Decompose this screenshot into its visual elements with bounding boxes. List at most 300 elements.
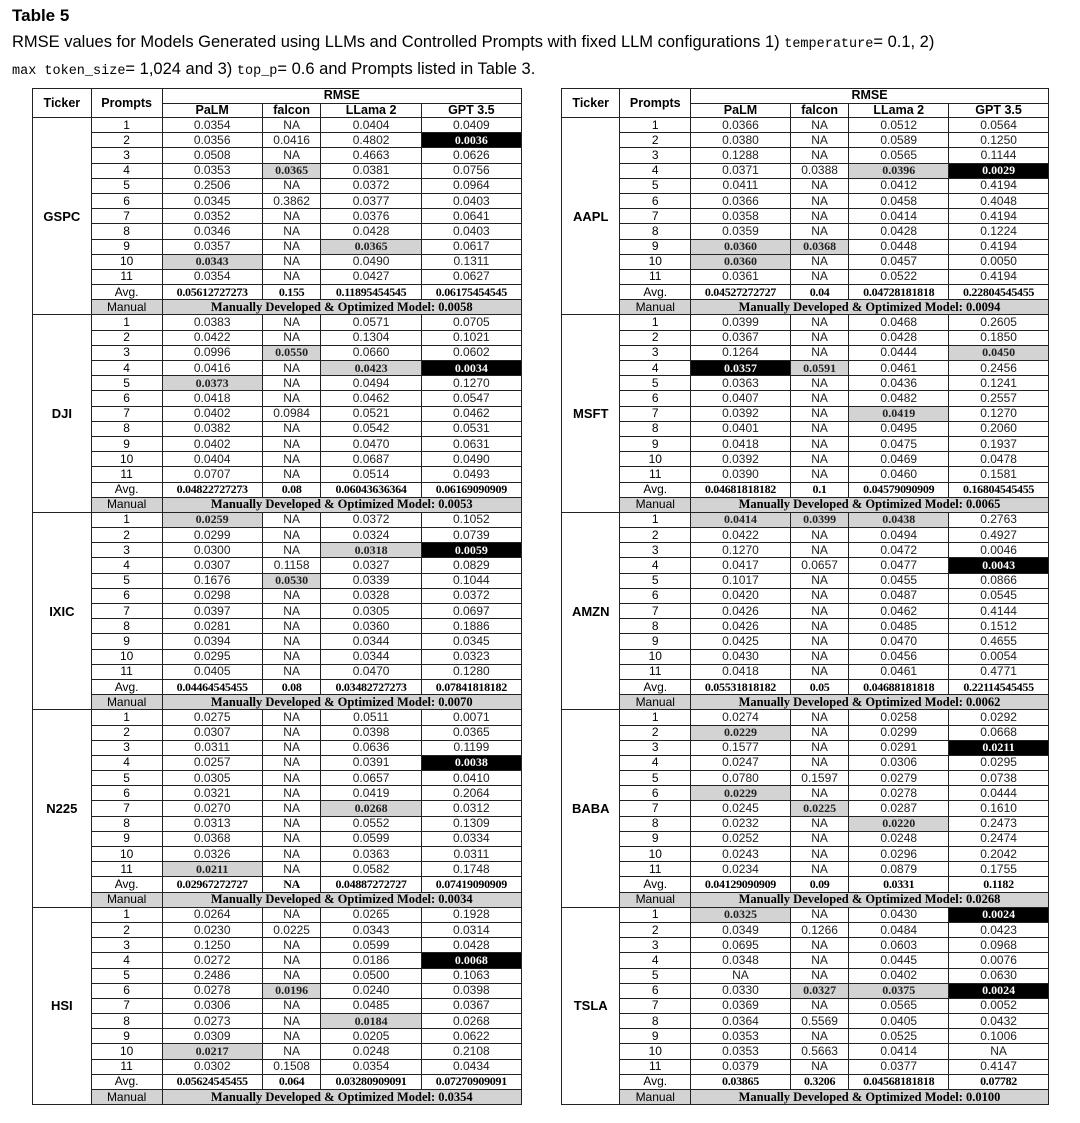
rmse-cell: 0.3862 xyxy=(262,193,321,208)
rmse-cell: NA xyxy=(262,998,321,1013)
rmse-cell: 0.4802 xyxy=(321,133,421,148)
table-row xyxy=(33,771,522,786)
table-row xyxy=(33,649,522,664)
rmse-cell: 0.0626 xyxy=(421,148,521,163)
rmse-cell: 0.1577 xyxy=(691,740,791,755)
rmse-cell: 0.0697 xyxy=(421,604,521,619)
avg-cell: 0.04822727273 xyxy=(162,482,262,497)
rmse-table-right xyxy=(561,88,1049,1105)
rmse-cell: 0.0687 xyxy=(321,452,421,467)
prompt-number-cell: 4 xyxy=(620,755,691,770)
header-prompts: Prompts xyxy=(620,89,691,118)
table-row xyxy=(33,983,522,998)
rmse-cell: 0.1158 xyxy=(262,558,321,573)
rmse-cell: 0.0484 xyxy=(849,922,949,937)
rmse-cell: 0.5663 xyxy=(790,1044,848,1059)
rmse-cell: 0.0428 xyxy=(849,330,949,345)
rmse-cell: 0.1224 xyxy=(949,224,1049,239)
prompt-number-cell: 9 xyxy=(91,239,162,254)
rmse-cell: 0.0334 xyxy=(421,831,521,846)
avg-cell: 0.06043636364 xyxy=(321,482,421,497)
prompt-number-cell: 7 xyxy=(620,998,691,1013)
rmse-cell: 0.0360 xyxy=(321,619,421,634)
rmse-cell: 0.2060 xyxy=(949,421,1049,436)
avg-label: Avg. xyxy=(91,1074,162,1089)
rmse-cell: 0.0547 xyxy=(421,391,521,406)
rmse-cell: 0.0477 xyxy=(849,558,949,573)
prompt-number-cell: 6 xyxy=(91,786,162,801)
rmse-cell: 0.0879 xyxy=(849,862,949,877)
rmse-cell: NA xyxy=(790,193,848,208)
rmse-cell: NA xyxy=(262,634,321,649)
best-model-cell: 0.0396 xyxy=(849,163,949,178)
table-row xyxy=(33,604,522,619)
rmse-cell: 0.0381 xyxy=(321,163,421,178)
manual-value: 0.0053 xyxy=(438,497,473,512)
rmse-cell: 0.1021 xyxy=(421,330,521,345)
avg-cell: 0.22114545455 xyxy=(949,679,1049,694)
prompt-number-cell: 9 xyxy=(620,239,691,254)
rmse-cell: 0.0327 xyxy=(321,558,421,573)
rmse-cell: 0.0268 xyxy=(421,1014,521,1029)
prompt-number-cell: 10 xyxy=(620,649,691,664)
avg-row xyxy=(562,1074,1049,1089)
rmse-cell: 0.0436 xyxy=(849,376,949,391)
rmse-cell: NA xyxy=(790,862,848,877)
manual-prefix: Manually Developed & Optimized Model: xyxy=(738,497,967,512)
prompt-number-cell: 7 xyxy=(91,406,162,421)
table-row xyxy=(562,239,1049,254)
rmse-cell: 0.0414 xyxy=(849,1044,949,1059)
prompt-number-cell: 10 xyxy=(91,649,162,664)
rmse-cell: 0.0356 xyxy=(162,133,262,148)
rmse-cell: 0.0367 xyxy=(421,998,521,1013)
rmse-cell: 0.1581 xyxy=(949,467,1049,482)
prompt-number-cell: 5 xyxy=(91,376,162,391)
rmse-cell: 0.0366 xyxy=(691,193,791,208)
prompt-number-cell: 4 xyxy=(620,953,691,968)
rmse-cell: NA xyxy=(790,269,848,284)
rmse-cell: 0.0462 xyxy=(421,406,521,421)
rmse-cell: 0.0372 xyxy=(321,178,421,193)
table-row xyxy=(562,543,1049,558)
table-row xyxy=(562,254,1049,269)
rmse-cell: 0.0432 xyxy=(949,1014,1049,1029)
rmse-cell: 0.0494 xyxy=(849,528,949,543)
rmse-cell: 0.2557 xyxy=(949,391,1049,406)
rmse-cell: 0.0234 xyxy=(691,862,791,877)
rmse-cell: NA xyxy=(262,269,321,284)
rmse-cell: 0.0603 xyxy=(849,938,949,953)
rmse-cell: 0.0426 xyxy=(691,619,791,634)
manual-value: 0.0070 xyxy=(438,694,473,709)
prompt-number-cell: 3 xyxy=(620,938,691,953)
manual-row xyxy=(562,695,1049,710)
avg-cell: 0.06169090909 xyxy=(421,482,521,497)
best-model-cell: 0.0325 xyxy=(691,907,791,922)
avg-label: Avg. xyxy=(91,285,162,300)
rmse-cell: 0.0348 xyxy=(691,953,791,968)
prompt-number-cell: 8 xyxy=(620,619,691,634)
table-row xyxy=(33,148,522,163)
rmse-cell: NA xyxy=(262,361,321,376)
rmse-cell: 0.0525 xyxy=(849,1029,949,1044)
rmse-cell: NA xyxy=(790,1059,848,1074)
rmse-cell: NA xyxy=(790,406,848,421)
table-row xyxy=(562,907,1049,922)
rmse-cell: 0.0354 xyxy=(162,118,262,133)
table-row xyxy=(562,1044,1049,1059)
rmse-cell: NA xyxy=(790,209,848,224)
table-row xyxy=(33,847,522,862)
rmse-cell: NA xyxy=(790,224,848,239)
table-row xyxy=(33,406,522,421)
best-model-cell: 0.0225 xyxy=(790,801,848,816)
avg-cell: 0.03280909091 xyxy=(321,1074,421,1089)
rmse-cell: 0.0756 xyxy=(421,163,521,178)
rmse-cell: 0.0707 xyxy=(162,467,262,482)
rmse-cell: 0.4655 xyxy=(949,634,1049,649)
prompt-number-cell: 2 xyxy=(620,330,691,345)
rmse-cell: 0.0302 xyxy=(162,1059,262,1074)
table-row xyxy=(562,467,1049,482)
prompt-number-cell: 10 xyxy=(91,847,162,862)
table-row xyxy=(33,588,522,603)
table-row xyxy=(33,528,522,543)
rmse-cell: NA xyxy=(262,862,321,877)
best-model-cell: 0.0217 xyxy=(162,1044,262,1059)
rmse-cell: 0.0314 xyxy=(421,922,521,937)
table-row xyxy=(33,178,522,193)
rmse-cell: 0.0205 xyxy=(321,1029,421,1044)
rmse-cell: 0.0300 xyxy=(162,543,262,558)
avg-cell: 0.04129090909 xyxy=(691,877,791,892)
rmse-cell: 0.0964 xyxy=(421,178,521,193)
prompt-number-cell: 6 xyxy=(620,193,691,208)
avg-row xyxy=(33,679,522,694)
rmse-cell: 0.0346 xyxy=(162,224,262,239)
rmse-cell: NA xyxy=(262,467,321,482)
ticker-cell: HSI xyxy=(33,907,92,1104)
prompt-number-cell: 4 xyxy=(620,361,691,376)
prompt-number-cell: 7 xyxy=(91,801,162,816)
rmse-cell: 0.0230 xyxy=(162,922,262,937)
manual-label: Manual xyxy=(620,892,691,907)
header-rmse: RMSE xyxy=(691,89,1049,104)
header-row xyxy=(562,89,1049,104)
rmse-cell: 0.0257 xyxy=(162,755,262,770)
header-model: LLama 2 xyxy=(849,103,949,118)
prompt-number-cell: 6 xyxy=(91,588,162,603)
table-row xyxy=(33,315,522,330)
ticker-cell: N225 xyxy=(33,710,92,907)
rmse-cell: NA xyxy=(262,528,321,543)
rmse-cell: 0.1144 xyxy=(949,148,1049,163)
rmse-cell: 0.0352 xyxy=(162,209,262,224)
rmse-cell: 0.0420 xyxy=(691,588,791,603)
rmse-cell: NA xyxy=(790,421,848,436)
rmse-cell: 0.1512 xyxy=(949,619,1049,634)
rmse-cell: 0.0780 xyxy=(691,771,791,786)
rmse-cell: NA xyxy=(262,725,321,740)
manual-value: 0.0065 xyxy=(966,497,1001,512)
manual-value: 0.0268 xyxy=(966,892,1001,907)
manual-label: Manual xyxy=(620,695,691,710)
rmse-cell: 0.0565 xyxy=(849,998,949,1013)
rmse-cell: 0.0372 xyxy=(421,588,521,603)
best-model-cell: 0.0423 xyxy=(321,361,421,376)
rmse-cell: NA xyxy=(262,938,321,953)
rmse-cell: 0.0461 xyxy=(849,361,949,376)
prompt-number-cell: 1 xyxy=(620,118,691,133)
avg-cell: 0.04728181818 xyxy=(849,285,949,300)
prompt-number-cell: 3 xyxy=(620,740,691,755)
rmse-cell: NA xyxy=(790,649,848,664)
rmse-cell: 0.0599 xyxy=(321,831,421,846)
rmse-cell: 0.0248 xyxy=(849,831,949,846)
rmse-cell: 0.4771 xyxy=(949,664,1049,679)
prompt-number-cell: 8 xyxy=(91,619,162,634)
table-row xyxy=(562,376,1049,391)
rmse-cell: NA xyxy=(262,148,321,163)
rmse-cell: 0.0409 xyxy=(421,118,521,133)
avg-row xyxy=(33,1074,522,1089)
prompt-number-cell: 2 xyxy=(620,133,691,148)
best-model-cell: 0.0360 xyxy=(691,239,791,254)
best-model-cell: 0.0360 xyxy=(691,254,791,269)
rmse-cell: 0.0245 xyxy=(691,801,791,816)
rmse-cell: 0.0354 xyxy=(162,269,262,284)
table-row xyxy=(562,664,1049,679)
prompt-number-cell: 5 xyxy=(620,178,691,193)
best-overall-cell: 0.0036 xyxy=(421,133,521,148)
table-row xyxy=(562,330,1049,345)
rmse-cell: 0.0252 xyxy=(691,831,791,846)
table-row xyxy=(562,604,1049,619)
rmse-cell: 0.2064 xyxy=(421,786,521,801)
rmse-cell: 0.1052 xyxy=(421,512,521,527)
table-row xyxy=(562,315,1049,330)
rmse-cell: 0.0582 xyxy=(321,862,421,877)
rmse-cell: NA xyxy=(262,710,321,725)
rmse-cell: NA xyxy=(790,178,848,193)
rmse-cell: NA xyxy=(262,209,321,224)
rmse-cell: 0.0422 xyxy=(162,330,262,345)
prompt-number-cell: 7 xyxy=(91,209,162,224)
avg-cell: 0.1182 xyxy=(949,877,1049,892)
table-row xyxy=(562,786,1049,801)
prompt-number-cell: 11 xyxy=(620,1059,691,1074)
table-row xyxy=(562,983,1049,998)
rmse-cell: 0.0599 xyxy=(321,938,421,953)
best-model-cell: 0.0365 xyxy=(262,163,321,178)
prompt-number-cell: 10 xyxy=(620,847,691,862)
table-row xyxy=(33,862,522,877)
rmse-cell: 0.2506 xyxy=(162,178,262,193)
manual-row xyxy=(562,497,1049,512)
prompt-number-cell: 2 xyxy=(620,725,691,740)
rmse-cell: 0.2474 xyxy=(949,831,1049,846)
rmse-cell: 0.0411 xyxy=(691,178,791,193)
prompt-number-cell: 11 xyxy=(620,664,691,679)
prompt-number-cell: 7 xyxy=(620,406,691,421)
rmse-cell: 0.0469 xyxy=(849,452,949,467)
prompt-number-cell: 2 xyxy=(91,922,162,937)
prompt-number-cell: 4 xyxy=(91,755,162,770)
avg-row xyxy=(562,285,1049,300)
rmse-cell: 0.0243 xyxy=(691,847,791,862)
rmse-cell: 0.0617 xyxy=(421,239,521,254)
table-row xyxy=(33,1044,522,1059)
best-model-cell: 0.0419 xyxy=(849,406,949,421)
table-row xyxy=(33,816,522,831)
prompt-number-cell: 11 xyxy=(91,664,162,679)
rmse-cell: 0.0455 xyxy=(849,573,949,588)
prompt-number-cell: 6 xyxy=(620,786,691,801)
avg-cell: 0.04464545455 xyxy=(162,679,262,694)
rmse-cell: 0.0403 xyxy=(421,193,521,208)
rmse-cell: 0.1311 xyxy=(421,254,521,269)
rmse-cell: 0.0270 xyxy=(162,801,262,816)
avg-label: Avg. xyxy=(620,285,691,300)
table-row xyxy=(33,376,522,391)
prompt-number-cell: 11 xyxy=(91,1059,162,1074)
table-row xyxy=(33,209,522,224)
rmse-cell: NA xyxy=(262,1044,321,1059)
table-row xyxy=(33,922,522,937)
table-row xyxy=(562,725,1049,740)
best-model-cell: 0.0229 xyxy=(691,786,791,801)
best-overall-cell: 0.0034 xyxy=(421,361,521,376)
rmse-cell: 0.0456 xyxy=(849,649,949,664)
rmse-cell: 0.1309 xyxy=(421,816,521,831)
table-row xyxy=(33,558,522,573)
table-row xyxy=(33,664,522,679)
avg-label: Avg. xyxy=(91,679,162,694)
rmse-cell: NA xyxy=(790,634,848,649)
manual-prefix: Manually Developed & Optimized Model: xyxy=(210,1089,439,1104)
rmse-cell: 0.0495 xyxy=(849,421,949,436)
prompt-number-cell: 10 xyxy=(620,452,691,467)
table-row xyxy=(33,467,522,482)
prompt-number-cell: 7 xyxy=(620,209,691,224)
table-row xyxy=(562,968,1049,983)
table-row xyxy=(562,1059,1049,1074)
rmse-cell: 0.0391 xyxy=(321,755,421,770)
manual-row xyxy=(33,1090,522,1105)
rmse-cell: 0.0225 xyxy=(262,922,321,937)
rmse-cell: 0.0353 xyxy=(162,163,262,178)
header-ticker: Ticker xyxy=(562,89,620,118)
rmse-cell: 0.0299 xyxy=(162,528,262,543)
best-overall-cell: 0.0211 xyxy=(949,740,1049,755)
manual-label: Manual xyxy=(620,300,691,315)
table-caption xyxy=(12,30,1072,84)
rmse-cell: NA xyxy=(262,543,321,558)
rmse-cell: 0.0462 xyxy=(321,391,421,406)
rmse-cell: 0.1270 xyxy=(691,543,791,558)
rmse-cell: NA xyxy=(262,436,321,451)
avg-cell: 0.05531818182 xyxy=(691,679,791,694)
rmse-cell: 0.0829 xyxy=(421,558,521,573)
rmse-cell: 0.1063 xyxy=(421,968,521,983)
avg-cell: 0.07841818182 xyxy=(421,679,521,694)
table-row xyxy=(562,755,1049,770)
rmse-cell: 0.0354 xyxy=(321,1059,421,1074)
rmse-cell: 0.0295 xyxy=(162,649,262,664)
prompt-number-cell: 11 xyxy=(91,467,162,482)
best-overall-cell: 0.0029 xyxy=(949,163,1049,178)
manual-model-cell xyxy=(691,892,1049,907)
rmse-cell: 0.0531 xyxy=(421,421,521,436)
avg-cell: 0.05624545455 xyxy=(162,1074,262,1089)
rmse-cell: 0.0402 xyxy=(162,406,262,421)
best-model-cell: 0.0368 xyxy=(790,239,848,254)
header-ticker: Ticker xyxy=(33,89,92,118)
header-model: PaLM xyxy=(691,103,791,118)
prompt-number-cell: 8 xyxy=(91,224,162,239)
manual-prefix: Manually Developed & Optimized Model: xyxy=(738,694,967,709)
table-row xyxy=(562,573,1049,588)
prompt-number-cell: 9 xyxy=(620,436,691,451)
rmse-cell: 0.1288 xyxy=(691,148,791,163)
rmse-cell: 0.1928 xyxy=(421,907,521,922)
table-row xyxy=(33,118,522,133)
table-row xyxy=(562,421,1049,436)
prompt-number-cell: 9 xyxy=(91,831,162,846)
prompt-number-cell: 2 xyxy=(620,528,691,543)
rmse-cell: 0.1676 xyxy=(162,573,262,588)
avg-cell: 0.04527272727 xyxy=(691,285,791,300)
table-row xyxy=(33,421,522,436)
rmse-cell: 0.0361 xyxy=(691,269,791,284)
rmse-cell: NA xyxy=(790,664,848,679)
rmse-cell: 0.2763 xyxy=(949,512,1049,527)
rmse-cell: NA xyxy=(790,847,848,862)
rmse-cell: 0.1597 xyxy=(790,771,848,786)
avg-cell: 0.0331 xyxy=(849,877,949,892)
table-row xyxy=(33,953,522,968)
table-row xyxy=(33,1014,522,1029)
avg-cell: 0.11895454545 xyxy=(321,285,421,300)
best-overall-cell: 0.0043 xyxy=(949,558,1049,573)
avg-label: Avg. xyxy=(620,877,691,892)
manual-model-cell xyxy=(691,300,1049,315)
table-row xyxy=(33,755,522,770)
prompt-number-cell: 10 xyxy=(620,254,691,269)
rmse-cell: 0.0482 xyxy=(849,391,949,406)
manual-prefix: Manually Developed & Optimized Model: xyxy=(210,694,439,709)
best-model-cell: 0.0268 xyxy=(321,801,421,816)
prompt-number-cell: 2 xyxy=(620,922,691,937)
rmse-cell: 0.0490 xyxy=(321,254,421,269)
rmse-cell: 0.0295 xyxy=(949,755,1049,770)
rmse-cell: 0.0403 xyxy=(421,224,521,239)
prompt-number-cell: 9 xyxy=(91,1029,162,1044)
rmse-cell: 0.0445 xyxy=(849,953,949,968)
rmse-cell: 0.0264 xyxy=(162,907,262,922)
table-row xyxy=(562,953,1049,968)
avg-cell: 0.1 xyxy=(790,482,848,497)
rmse-cell: NA xyxy=(790,755,848,770)
rmse-cell: 0.0417 xyxy=(691,558,791,573)
prompt-number-cell: 11 xyxy=(620,862,691,877)
avg-row xyxy=(562,877,1049,892)
table-row xyxy=(33,133,522,148)
prompt-number-cell: 6 xyxy=(620,588,691,603)
best-model-cell: 0.0211 xyxy=(162,862,262,877)
best-overall-cell: 0.0024 xyxy=(949,907,1049,922)
